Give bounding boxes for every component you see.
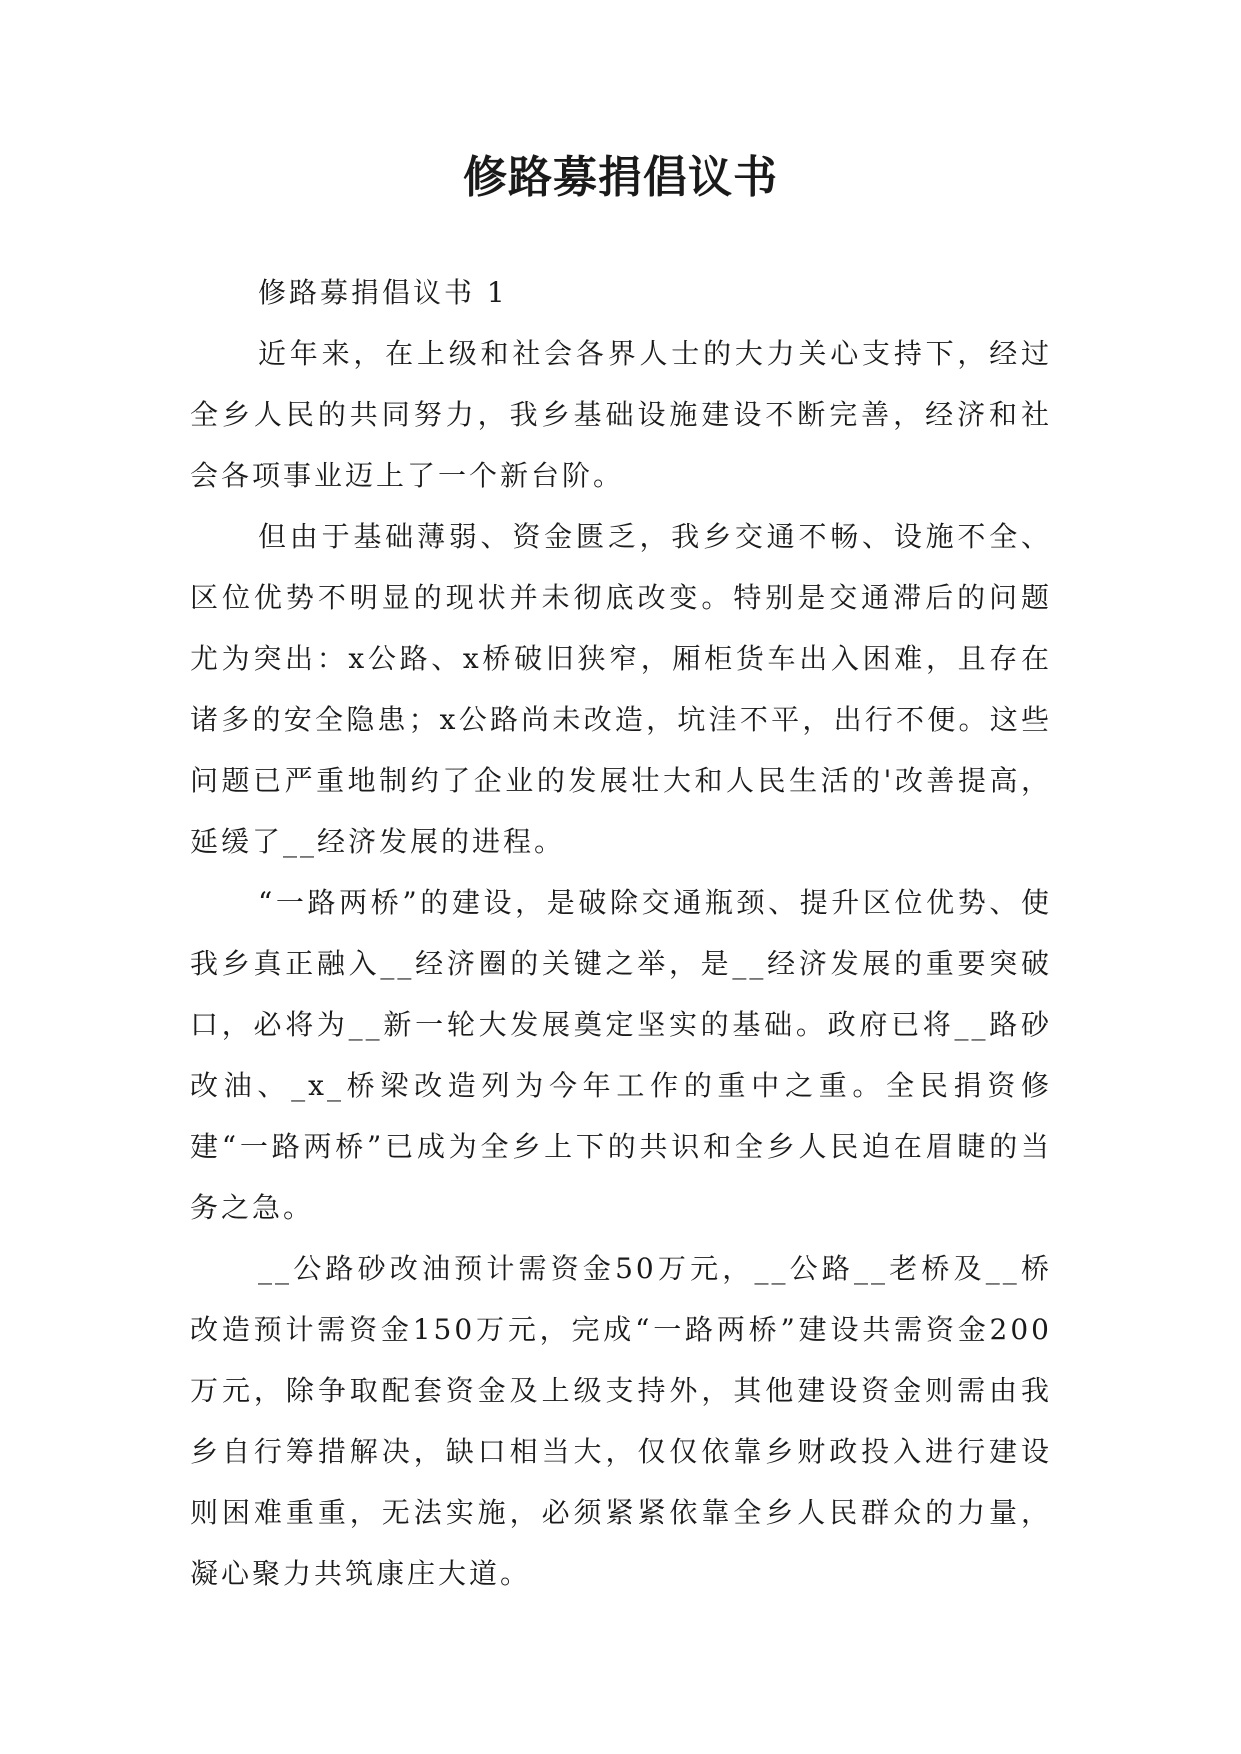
section-heading: 修路募捐倡议书 1 xyxy=(258,276,508,309)
document-body xyxy=(190,262,1052,1604)
paragraph-2: 但由于基础薄弱、资金匮乏，我乡交通不畅、设施不全、区位优势不明显的现状并未彻底改变。特别是交通滞后的问题尤为突出：x公路、x桥破旧狭窄，厢柜货车出入困难，且存在诸多的安全隐患；x公路尚未改造，坑洼不平，出行不便。这些问题已严重地制约了企业的发展壮大和人民生活的'改善提高，延缓了__经济发展的进程。 xyxy=(190,520,1052,858)
paragraph-3: “一路两桥”的建设，是破除交通瓶颈、提升区位优势、使我乡真正融入__经济圈的关键之举，是__经济发展的重要突破口，必将为__新一轮大发展奠定坚实的基础。政府已将__路砂改油、_x_桥梁改造列为今年工作的重中之重。全民捐资修建“一路两桥”已成为全乡上下的共识和全乡人民迫在眉睫的当务之急。 xyxy=(190,886,1052,1224)
paragraph-1: 近年来，在上级和社会各界人士的大力关心支持下，经过全乡人民的共同努力，我乡基础设施建设不断完善，经济和社会各项事业迈上了一个新台阶。 xyxy=(190,337,1052,492)
document-title: 修路募捐倡议书 xyxy=(463,152,778,203)
paragraph-4: __公路砂改油预计需资金50万元，__公路__老桥及__桥改造预计需资金150万元，完成“一路两桥”建设共需资金200万元，除争取配套资金及上级支持外，其他建设资金则需由我乡自行筹措解决，缺口相当大，仅仅依靠乡财政投入进行建设则困难重重，无法实施，必须紧紧依靠全乡人民群众的力量，凝心聚力共筑康庄大道。 xyxy=(190,1252,1052,1590)
